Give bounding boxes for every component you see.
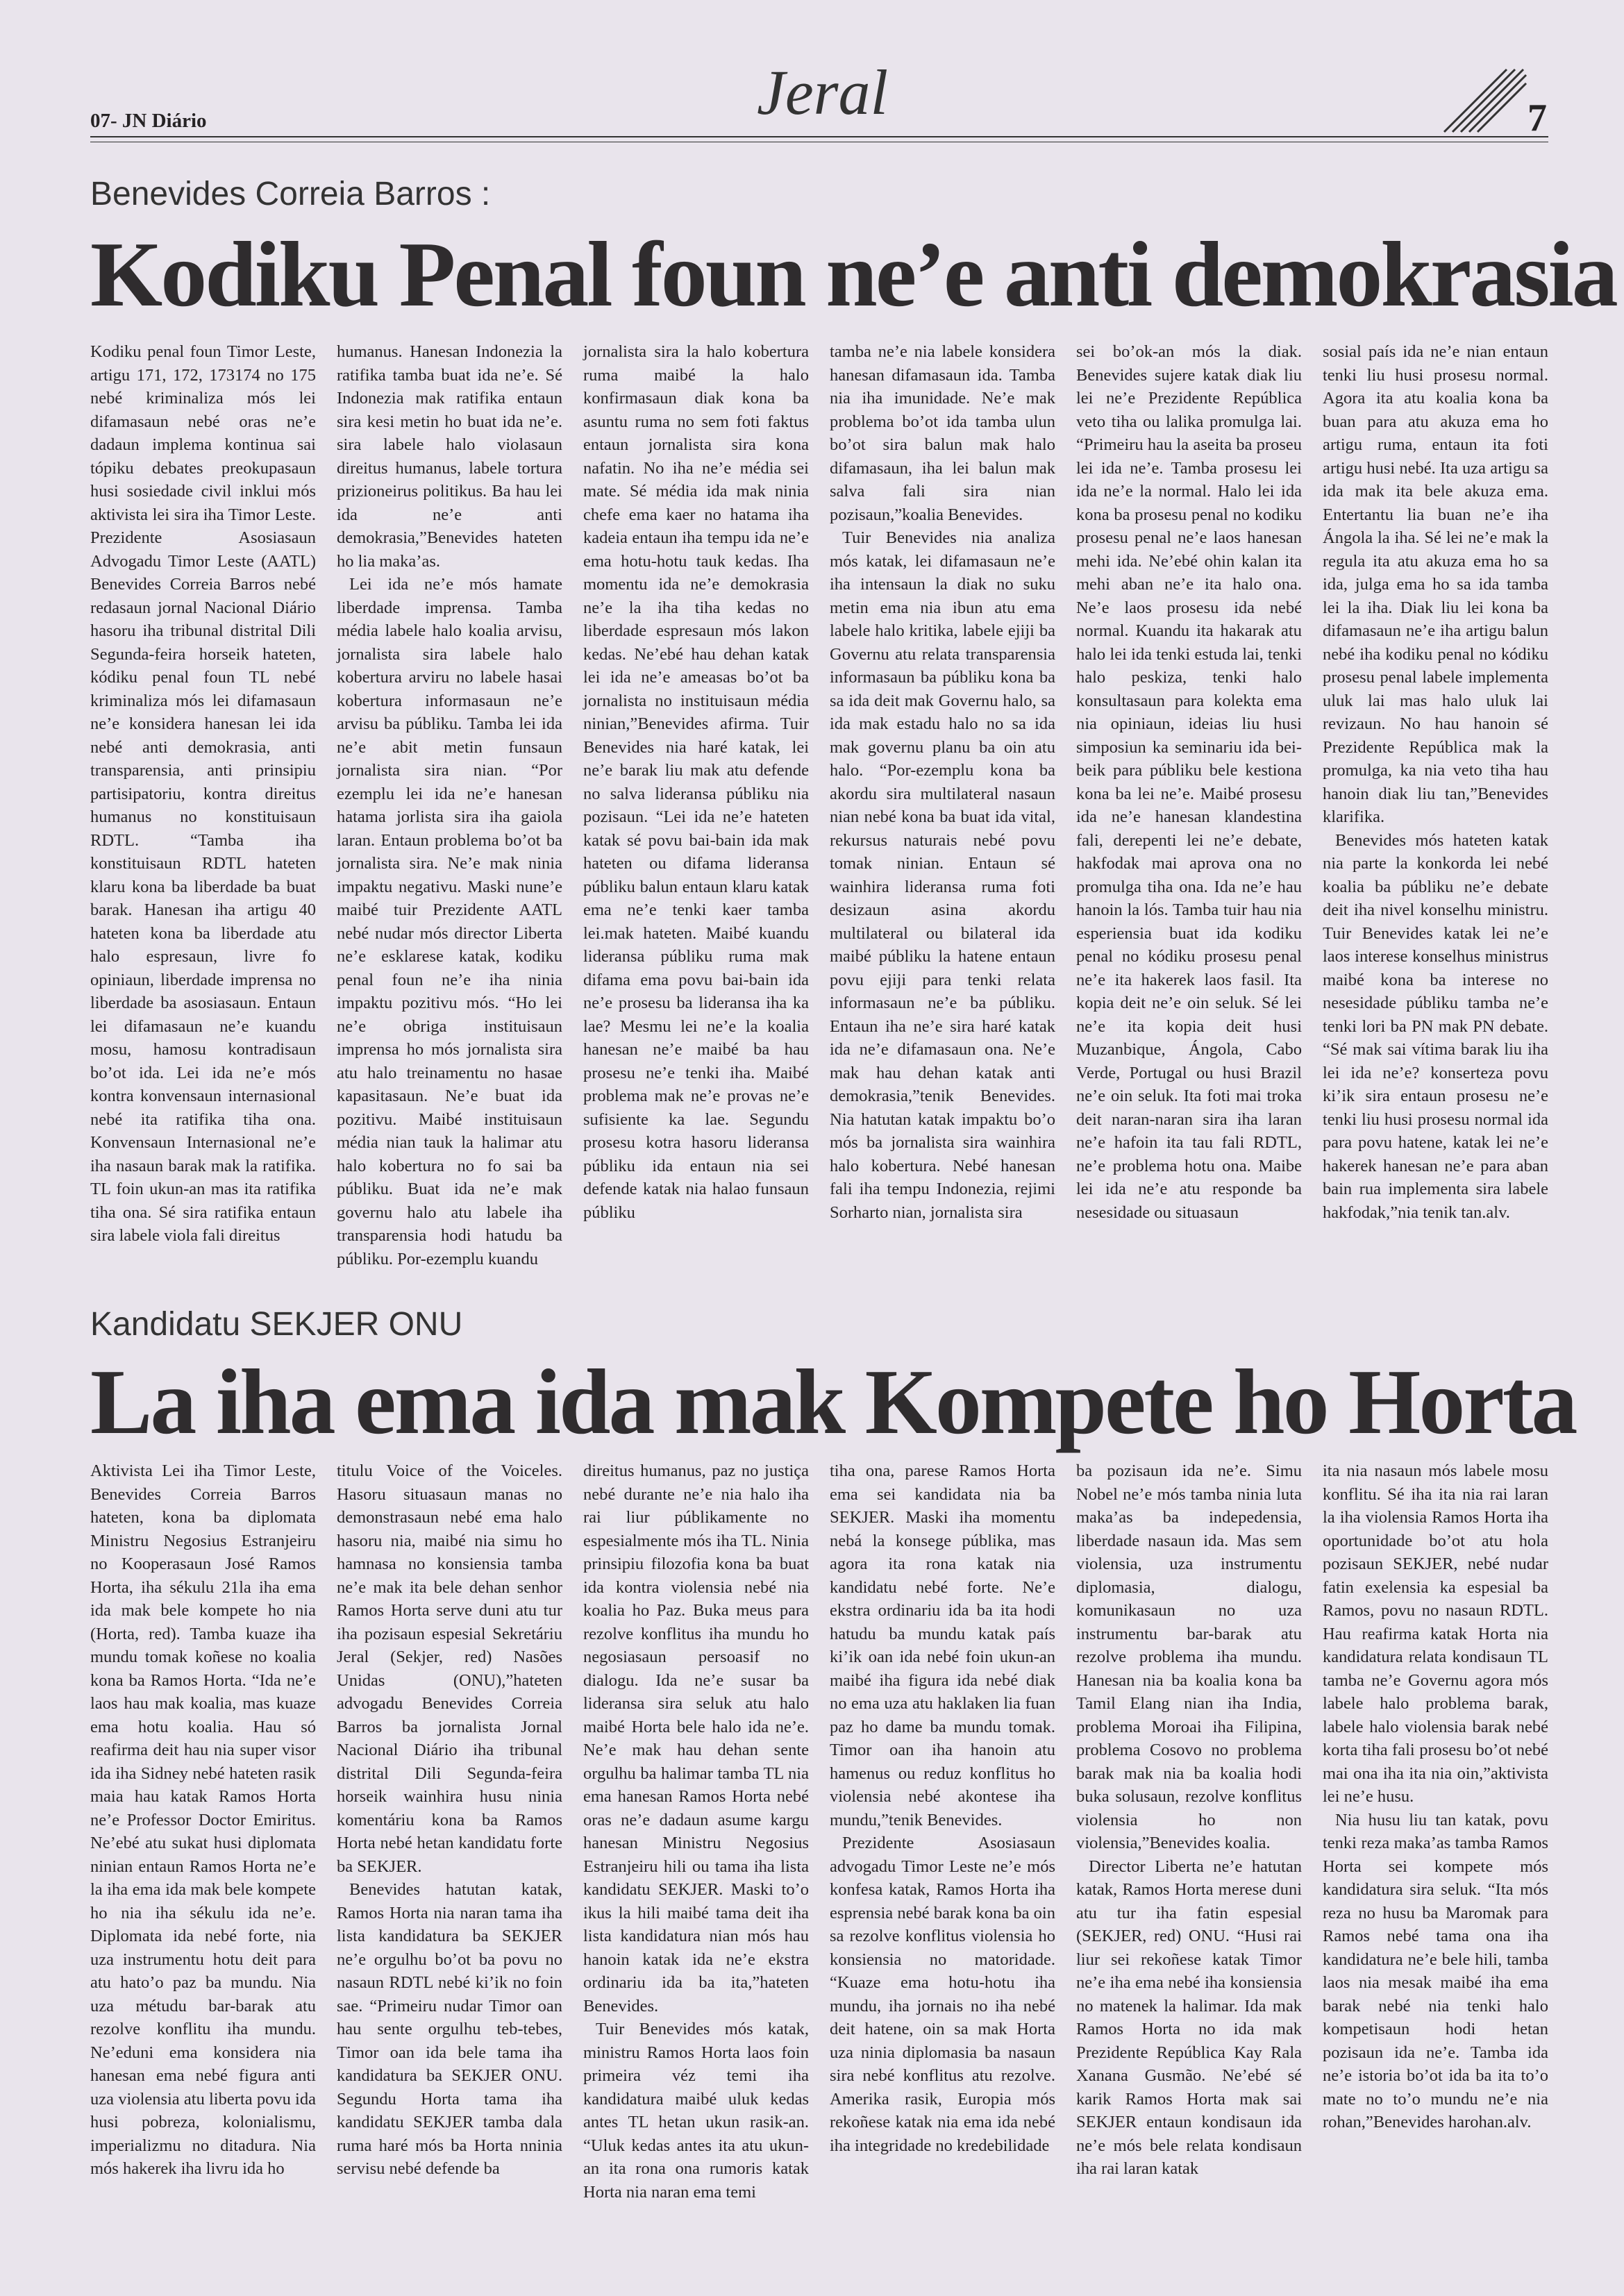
paragraph: sei bo’ok-an mós la diak. Benevides sujere katak diak liu lei ne’e Prezidente República veto tiha ou lalika promulga lai. “Primeiru hau la aseita ba proseu lei ida ne’e. Tamba prosesu lei ida ne’e la normal. Halo lei ida kona ba prosesu penal no kodiku prosesu penal ne’e laos hanesan mehi ida. Ne’ebé ohin kalan ita mehi aban ne’e ita halo ona. Ne’e laos prosesu ida nebé normal. Kuandu ita hakarak atu halo lei ida tenki estuda lai, tenki halo peskiza, tenki halo konsultasaun para kolekta ema nia opiniaun, ideias liu husi simposiun ka seminariu ida bei-beik para públiku bele kestiona kona ba lei ne’e. Maibé prosesu ida ne’e hanesan klandestina fali, derepenti lei ne’e debate, hakfodak mai aprova ona no promulga tiha ona. Ida ne’e hau hanoin la lós. Tamba tuir hau nia esperiensia buat ida kodiku penal no kódiku prosesu penal ne’e ita hakerek laos fasil. Ita kopia deit ne’e oin seluk. Sé lei ne’e ita kopia deit husi Muzanbique, Ángola, Cabo Verde, Portugal ou husi Brazil ne’e oin seluk. Ita foti mai troka deit naran-naran sira iha laran ne’e hafoin ita tau fali RDTL, ne’e problema hotu ona. Maibe lei ida ne’e atu responde ba nesesidade ou situasaun [1076,342,1302,1222]
paragraph: titulu Voice of the Voiceles. Hasoru situasaun manas no demonstrasaun nebé ema halo hasoru nia, maibé nia simu ho hamnasa no konsiensia tamba ne’e mak ita bele dehan senhor Ramos Horta serve duni atu tur iha pozisaun espesial Sekretáriu Jeral (Sekjer, red) Nasões Unidas (ONU),”hateten advogadu Benevides Correia Barros ba jornalista Jornal Nacional Diário iha tribunal distrital Dili Segunda-feira horseik wainhira husu ninia komentáriu kona ba Ramos Horta nebé hetan kandidatu forte ba SEKJER. [337,1461,562,1876]
article2-column [337,1459,562,2279]
paragraph: Lei ida ne’e mós hamate liberdade imprensa. Tamba média labele halo koalia arvisu, jornalista sira labele halo kobertura arviru no labele hasai kobertura informasaun ne’e arvisu ba públiku. Tamba lei ida ne’e abit metin funsaun jornalista sira nian. “Por ezemplu lei ida ne’e hanesan hatama jorlista sira iha gaiola laran. Entaun problema bo’ot ba jornalista sira. Ne’e mak ninia impaktu negativu. Maski nune’e maibé tuir Prezidente AATL nebé nudar mós director Liberta ne’e esklarese katak, kodiku penal foun ne’e iha ninia impaktu pozitivu mós. “Ho lei ne’e obriga instituisaun imprensa ho mós jornalista sira atu halo treinamentu no hasae kapasitasaun. Ne’e buat ida pozitivu. Maibé instituisaun média nian tauk la halimar atu halo kobertura no fo sai ba públiku. Buat ida ne’e mak governu halo atu labele iha transparensia hodi hatudu ba públiku. Por-ezemplu kuandu [337,575,562,1268]
article1-column [1323,340,1548,1277]
page-number: 7 [1527,97,1547,140]
paragraph: Benevides hatutan katak, Ramos Horta nia naran tama iha lista kandidatura ba SEKJER ne’e orgulhu bo’ot ba povu no nasaun RDTL nebé ki’ik no foin sae. “Primeiru nudar Timor oan hau sente orgulhu teb-tebes, Timor oan ida bele tama iha kandidatura ba SEKJER ONU. Segundu Horta tama iha kandidatu SEKJER tamba dala ruma haré mós ba Horta nninia servisu nebé defende ba [337,1880,562,2178]
section-title: Jeral [757,57,889,128]
issue-label: 07- JN Diário [90,110,207,132]
paragraph: humanus. Hanesan Indonezia la ratifika tamba buat ida ne’e. Sé Indonezia mak ratifika entaun sira kesi metin ho buat ida ne’e. sira labele halo violasaun direitus humanus, labele tortura prizioneirus politikus. Ba hau lei ida ne’e anti demokrasia,”Benevides hateten ho lia maka’as. [337,342,562,571]
paragraph: ba pozisaun ida ne’e. Simu Nobel ne’e mós tamba ninia luta maka’as ba indepedensia, liberdade nasaun ida. Mas sem violensia, uza instrumentu diplomasia, dialogu, komunikasaun no uza instrumentu bar-barak atu rezolve problema iha mundu. Hanesan nia ba koalia kona ba Tamil Elang nian iha India, problema Moroai iha Filipina, problema Cosovo no problema barak mak nia ba koalia hodi buka solusaun, rezolve konflitus violensia ho non violensia,”Benevides koalia. [1076,1461,1302,1852]
paragraph: Kodiku penal foun Timor Leste, artigu 171, 172, 173174 no 175 nebé kriminaliza mós lei difamasaun nebé oras ne’e dadaun implema kontinua sai tópiku debates preokupasaun husi sosiedade civil inklui mós aktivista lei sira iha Timor Leste. Prezidente Asosiasaun Advogadu Timor Leste (AATL) Benevides Correia Barros nebé redasaun jornal Nacional Diário hasoru iha tribunal distrital Dili Segunda-feira horseik hateten, kódiku penal foun TL nebé kriminaliza mós lei difamasaun ne’e konsidera hanesan lei ida nebé anti demokrasia, anti transparensia, anti prinsipiu partisipatoriu, kontra direitus humanus no konstituisaun RDTL. “Tamba iha konstituisaun RDTL hateten klaru kona ba liberdade ba buat barak. Hanesan iha artigu 40 hateten kona ba liberdade atu halo espresaun, livre fo opiniaun, liberdade imprensa no liberdade ba asosiasaun. Entaun lei difamasaun ne’e kuandu mosu, hamosu kontradisaun bo’ot ida. Lei ida ne’e mós kontra konvensaun internasional nebé ita ratifika tiha ona. Konvensaun Internasional ne’e iha nasaun barak mak la ratifika. TL foin ukun-an mas ita ratifika tiha ona. Sé sira ratifika entaun sira labele viola fali direitus [90,342,316,1245]
article2-headline: La iha ema ida mak Kompete ho Horta [90,1350,1576,1453]
article1-headline: Kodiku Penal foun ne’e anti demokrasia [90,223,1616,326]
article1-body [90,340,1548,1277]
paragraph: Tuir Benevides nia analiza mós katak, lei difamasaun ne’e iha intensaun la diak no suku metin ema nia ibun atu ema labele halo kritika, labele ejiji ba Governu atu relata transparensia informasaun ba públiku kona ba sa ida deit mak Governu halo, sa ida mak estadu halo no sa ida mak governu planu ba oin atu halo. “Por-ezemplu kona ba akordu sira multilateral nasaun nian nebé kona ba buat ida vital, rekursus naturais nebé povu tomak ninian. Entaun sé wainhira lideransa ruma foti desizaun asina akordu multilateral ou bilateral ida maibé públiku la hatene entaun povu ejiji para tenki relata informasaun ne’e ba públiku. Entaun iha ne’e sira haré katak ida ne’e difamasaun ona. Ne’e mak hau dehan katak anti demokrasia,”tenik Benevides. Nia hatutan katak impaktu bo’o mós ba jornalista sira wainhira halo kobertura. Nebé hanesan fali iha tempu Indonezia, rejimi Sorharto nian, jornalista sira [830,528,1055,1222]
paragraph: sosial país ida ne’e nian entaun tenki liu husi prosesu normal. Agora ita atu koalia kona ba buan para atu akuza ema ho artigu ruma, entaun ita foti artigu husi nebé. Ita uza artigu sa ida mak ita bele akuza ema. Entertantu lia buan ne’e iha Ángola la iha. Sé lei ne’e mak la regula ita atu akuza ema ho sa ida, julga ema ho sa ida tamba lei la iha. Diak liu lei kona ba difamasaun ne’e iha artigu balun nebé iha kodiku penal no kódiku prosesu penal labele implementa uluk lai mas halo uluk lai revizaun. No hau hanoin sé Prezidente República mak la promulga, ka nia veto tiha hau hanoin diak liu tan,”Benevides klarifika. [1323,342,1548,826]
article1-column [337,340,562,1277]
article2-column [1323,1459,1548,2279]
paragraph: Nia husu liu tan katak, povu tenki reza maka’as tamba Ramos Horta sei kompete mós kandidatura sira seluk. “Ita mós reza no husu ba Maromak para Ramos nebé tama ona iha kandidatura ne’e bele hili, tamba laos nia mesak maibé iha ema barak nebé nia tenki halo kompetisaun hodi hetan pozisaun ida ne’e. Tamba ida ne’e istoria bo’ot ida ba ita to’o mate no to’o mundu ne’e nia rohan,”Benevides harohan.alv. [1323,1810,1548,2131]
paragraph: Aktivista Lei iha Timor Leste, Benevides Correia Barros hateten, kona ba diplomata Ministru Negosius Estranjeiru no Kooperasaun José Ramos Horta, iha sékulu 21la iha ema ida mak bele kompete ho nia (Horta, red). Tamba kuaze iha mundu tomak koñese no koalia kona ba Ramos Horta. “Ida ne’e laos hau mak koalia, mas kuaze ema hotu koalia. Hau só reafirma deit hau nia super visor ida iha Sidney nebé hateten rasik maia hau katak Ramos Horta ne’e Professor Doctor Emiritus. Ne’ebé atu sukat husi diplomata ninian entaun Ramos Horta ne’e la iha ema ida mak bele kompete ho nia iha sékulu ida ne’e. Diplomata ida nebé forte, nia uza instrumentu hotu deit para atu hato’o paz ba mundu. Nia uza métudu bar-barak atu rezolve konflitu iha mundu. Ne’eduni ema konsidera nia hanesan ema nebé figura anti uza violensia atu liberta povu ida husi pobreza, kolonialismu, imperializmu no ditadura. Nia mós hakerek iha livru ida ho [90,1461,316,2178]
article2-column [1076,1459,1302,2279]
paragraph: jornalista sira la halo kobertura ruma maibé la halo konfirmasaun diak kona ba asuntu ruma no sem foti faktus entaun jornalista sira kona nafatin. No iha ne’e média sei mate. Sé média ida mak ninia chefe ema kaer no hatama iha kadeia entaun iha tempu ida ne’e ema hotu-hotu tauk kedas. Iha momentu ida ne’e demokrasia ne’e la iha tiha kedas no liberdade espresaun mós lakon kedas. Ne’ebé hau dehan katak lei ida ne’e ameasas bo’ot ba jornalista no instituisaun média ninian,”Benevides afirma. Tuir Benevides nia haré katak, lei ne’e barak liu mak atu defende no salva lideransa públiku nia pozisaun. “Lei ida ne’e hateten katak sé povu bai-bain ida mak hateten ou difama lideransa públiku balun entaun klaru katak ema ne’e tenki kaer tamba lei.mak hateten. Maibé kuandu lideransa públiku ruma mak difama ema povu bai-bain ida ne’e prosesu ba lideransa iha ka lae? Mesmu lei ne’e la koalia hanesan ne’e maibé ba hau prosesu ne’e tenki iha. Maibé problema mak ne’e provas ne’e sufisiente ka lae. Segundu prosesu kotra hasoru lideransa públiku ida entaun nia sei defende katak nia halao funsaun públiku [583,342,809,1222]
article1-column [583,340,809,1277]
masthead [90,56,1548,146]
article2-body [90,1459,1548,2279]
paragraph: Director Liberta ne’e hatutan katak, Ramos Horta merese duni atu tur iha fatin espesial (SEKJER, red) ONU. “Husi rai liur sei rekoñese katak Timor ne’e iha ema nebé iha konsiensia no matenek la halimar. Ida mak Ramos Horta no ida mak Prezidente República Kay Rala Xanana Gusmão. Ne’ebé sé karik Ramos Horta mak sai SEKJER entaun kondisaun ida ne’e mós bele relata kondisaun iha rai laran katak [1076,1857,1302,2178]
article1-column [90,340,316,1277]
article2-column [90,1459,316,2279]
paragraph: tiha ona, parese Ramos Horta ema sei kandidata nia ba SEKJER. Maski iha momentu nebá la konsege públika, mas agora ita rona katak nia kandidatu nebé forte. Ne’e ekstra ordinariu ida ba ita hodi hatudu ba mundu katak país ki’ik oan ida nebé foin ukun-an maibé iha figura ida nebé diak no ema uza atu haklaken lia fuan paz ho dame ba mundu tomak. Timor oan iha hanoin atu hamenus ou reduz konflitus ho violensia nebé akontese iha mundu,”tenik Benevides. [830,1461,1055,1829]
article2-column [583,1459,809,2279]
paragraph: tamba ne’e nia labele konsidera hanesan difamasaun ida. Tamba nia iha imunidade. Ne’e mak problema bo’ot ida tamba ulun bo’ot sira balun mak halo difamasaun, iha lei balun mak salva fali sira nian pozisaun,”koalia Benevides. [830,342,1055,524]
article2-column [830,1459,1055,2279]
paragraph: direitus humanus, paz no justiça nebé durante ne’e nia halo iha rai liur públikamente no espesialmente mós iha TL. Ninia prinsipiu filozofia kona ba buat ida kontra violensia nebé nia koalia ho Paz. Buka meus para rezolve konflitus iha mundu ho negosiasaun persoasif no dialogu. Ida ne’e susar ba lideransa sira seluk atu halo maibé Horta bele halo ida ne’e. Ne’e mak hau dehan sente orgulhu ba halimar tamba TL nia ema hanesan Ramos Horta nebé oras ne’e dadaun asume kargu hanesan Ministru Negosius Estranjeiru hili ou tama iha lista kandidatu SEKJER. Maski to’o ikus la hili maibé tama deit iha lista kandidatura nian mós hau hanoin katak ida ne’e ekstra ordinariu ida ba ita,”hateten Benevides. [583,1461,809,2016]
paragraph: ita nia nasaun mós labele mosu konflitu. Sé iha ita nia rai laran la iha violensia Ramos Horta iha oportunidade bo’ot atu hola pozisaun SEKJER, nebé nudar fatin exelensia ka espesial ba Ramos, povu no nasaun RDTL. Hau reafirma katak Horta nia kandidatura relata kondisaun TL tamba ne’e Governu agora mós labele halo problema barak, labele halo violensia barak nebé korta tiha fali prosesu bo’ot nebé mai ona iha ita nia oin,”aktivista lei ne’e husu. [1323,1461,1548,1806]
hatch-ornament-icon [1437,62,1527,139]
article1-column [830,340,1055,1277]
article2-kicker: Kandidatu SEKJER ONU [90,1306,463,1343]
paragraph: Tuir Benevides mós katak, ministru Ramos Horta laos foin primeira véz temi iha kandidatura maibé uluk kedas antes TL hetan ukun rasik-an. “Uluk kedas antes ita atu ukun-an ita rona ona rumoris katak Horta nia naran ema temi [583,2020,809,2202]
paragraph: Benevides mós hateten katak nia parte la konkorda lei nebé koalia ba públiku ne’e debate deit iha nivel konselhu ministru. Tuir Benevides katak lei ne’e laos interese konselhus ministrus maibé kona ba interese no nesesidade públiku tamba ne’e tenki lori ba PN mak PN debate. “Sé mak sai vítima barak liu iha lei ida ne’e? konserteza povu ki’ik sira entaun prosesu ne’e tenki liu husi prosesu normal ida para povu hatene, katak lei ne’e hakerek hanesan ne’e para aban bain rua implementa sira labele hakfodak,”nia tenik tan.alv. [1323,830,1548,1222]
article1-kicker: Benevides Correia Barros : [90,176,491,212]
article1-column [1076,340,1302,1277]
paragraph: Prezidente Asosiasaun advogadu Timor Leste ne’e mós konfesa katak, Ramos Horta iha esprensia nebé barak kona ba oin sa rezolve konflitus violensia ho konsiensia no matoridade. “Kuaze ema hotu-hotu iha mundu, iha jornais no iha nebé deit hatene, oin sa mak Horta uza ninia diplomasia ba nasaun sira nebé konflitus atu rezolve. Amerika rasik, Europia mós rekoñese katak nia ema ida nebé iha integridade no kredebilidade [830,1834,1055,2155]
masthead-rule [90,136,1548,137]
